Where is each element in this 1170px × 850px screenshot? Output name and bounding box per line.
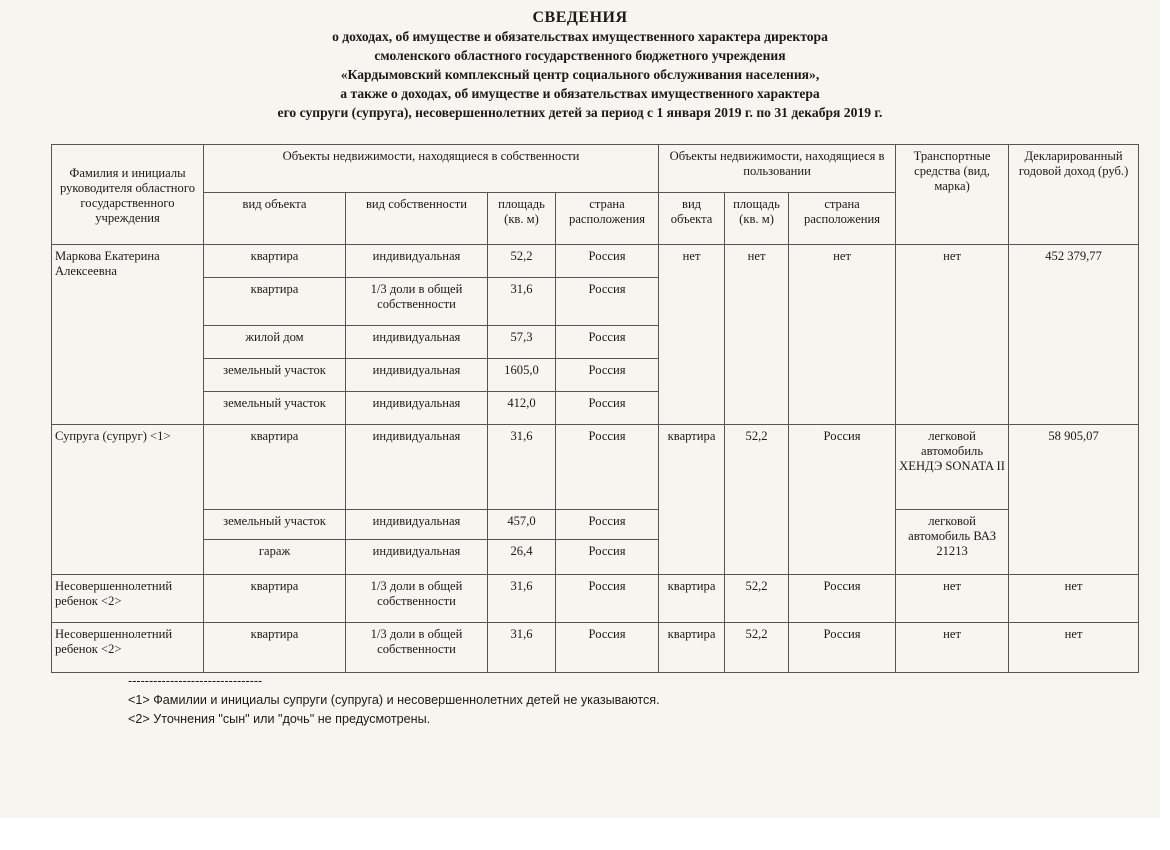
header-line: а также о доходах, об имуществе и обязательствах имущественного характера (340, 86, 820, 101)
table-row (52, 245, 1139, 278)
used-country-cell: Россия (789, 425, 896, 575)
person-name: Маркова Екатерина Алексеевна (52, 245, 204, 425)
owned-ownership-cell: 1/3 доли в общей собственности (346, 278, 488, 326)
income-cell: нет (1009, 623, 1139, 673)
used-type-cell: квартира (659, 623, 725, 673)
col-header-income: Декларированный годовой доход (руб.) (1009, 145, 1139, 245)
owned-area-cell: 457,0 (488, 510, 556, 540)
scan-margin-right (1160, 0, 1170, 850)
header-line: его супруги (супруга), несовершеннолетних детей за период с 1 января 2019 г. по 31 декабря 2019 г. (277, 105, 883, 120)
income-cell: 452 379,77 (1009, 245, 1139, 425)
owned-country-cell: Россия (556, 326, 659, 359)
owned-type-cell: жилой дом (204, 326, 346, 359)
used-area-cell: 52,2 (725, 575, 789, 623)
person-name: Супруга (супруг) <1> (52, 425, 204, 575)
person-name: Несовершеннолетний ребенок <2> (52, 575, 204, 623)
person-name: Несовершеннолетний ребенок <2> (52, 623, 204, 673)
owned-country-cell: Россия (556, 245, 659, 278)
owned-ownership-cell: 1/3 доли в общей собственности (346, 575, 488, 623)
table-row (52, 575, 1139, 623)
owned-ownership-cell: индивидуальная (346, 425, 488, 510)
col-header-used-area: площадь (кв. м) (725, 193, 789, 245)
owned-area-cell: 1605,0 (488, 359, 556, 392)
col-header-owned-group: Объекты недвижимости, находящиеся в собственности (204, 145, 659, 193)
scan-margin-bottom (0, 818, 1170, 850)
transport-cell: легковой автомобиль ХЕНДЭ SONATA II (896, 425, 1009, 510)
owned-ownership-cell: индивидуальная (346, 326, 488, 359)
document-title: СВЕДЕНИЯ (532, 9, 628, 26)
used-area-cell: нет (725, 245, 789, 425)
owned-type-cell: квартира (204, 575, 346, 623)
col-header-owned-type: вид объекта (204, 193, 346, 245)
used-area-cell: 52,2 (725, 425, 789, 575)
owned-type-cell: земельный участок (204, 510, 346, 540)
owned-country-cell: Россия (556, 278, 659, 326)
footnote-2: <2> Уточнения "сын" или "дочь" не предусмотрены. (128, 712, 431, 726)
used-country-cell: Россия (789, 623, 896, 673)
owned-ownership-cell: индивидуальная (346, 540, 488, 575)
owned-area-cell: 31,6 (488, 278, 556, 326)
used-type-cell: квартира (659, 425, 725, 575)
used-type-cell: квартира (659, 575, 725, 623)
document-header (0, 8, 1160, 122)
col-header-owned-ownership: вид собственности (346, 193, 488, 245)
owned-country-cell: Россия (556, 623, 659, 673)
owned-ownership-cell: индивидуальная (346, 359, 488, 392)
header-line: о доходах, об имуществе и обязательствах имущественного характера директора (332, 29, 828, 44)
owned-type-cell: квартира (204, 623, 346, 673)
owned-area-cell: 26,4 (488, 540, 556, 575)
owned-type-cell: земельный участок (204, 359, 346, 392)
col-header-used-country: страна расположения (789, 193, 896, 245)
income-cell: 58 905,07 (1009, 425, 1139, 575)
col-header-used-type: вид объекта (659, 193, 725, 245)
income-cell: нет (1009, 575, 1139, 623)
footnote-1: <1> Фамилии и инициалы супруги (супруга) и несовершеннолетних детей не указываются. (128, 693, 660, 707)
footnote-rule: -------------------------------- (128, 674, 263, 688)
owned-country-cell: Россия (556, 575, 659, 623)
owned-country-cell: Россия (556, 359, 659, 392)
owned-country-cell: Россия (556, 510, 659, 540)
col-header-transport: Транспортные средства (вид, марка) (896, 145, 1009, 245)
footnotes (128, 672, 660, 729)
owned-area-cell: 31,6 (488, 575, 556, 623)
owned-type-cell: земельный участок (204, 392, 346, 425)
table-body (52, 245, 1139, 673)
used-country-cell: Россия (789, 575, 896, 623)
table-row (52, 623, 1139, 673)
transport-cell: нет (896, 575, 1009, 623)
col-header-owned-area: площадь (кв. м) (488, 193, 556, 245)
owned-area-cell: 31,6 (488, 623, 556, 673)
owned-ownership-cell: индивидуальная (346, 245, 488, 278)
used-country-cell: нет (789, 245, 896, 425)
used-type-cell: нет (659, 245, 725, 425)
used-area-cell: 52,2 (725, 623, 789, 673)
declaration-table (51, 144, 1139, 673)
owned-area-cell: 412,0 (488, 392, 556, 425)
table-row (52, 425, 1139, 510)
owned-country-cell: Россия (556, 392, 659, 425)
owned-area-cell: 31,6 (488, 425, 556, 510)
header-line: «Кардымовский комплексный центр социального обслуживания населения», (340, 67, 820, 82)
transport-cell: легковой автомобиль ВАЗ 21213 (896, 510, 1009, 575)
table-header (52, 145, 1139, 245)
owned-type-cell: гараж (204, 540, 346, 575)
table-row (52, 510, 1139, 540)
owned-ownership-cell: индивидуальная (346, 392, 488, 425)
transport-cell: нет (896, 623, 1009, 673)
owned-ownership-cell: 1/3 доли в общей собственности (346, 623, 488, 673)
header-line: смоленского областного государственного бюджетного учреждения (374, 48, 786, 63)
owned-country-cell: Россия (556, 425, 659, 510)
owned-type-cell: квартира (204, 278, 346, 326)
col-header-name: Фамилия и инициалы руководителя областного государственного учреждения (52, 145, 204, 245)
owned-area-cell: 57,3 (488, 326, 556, 359)
owned-area-cell: 52,2 (488, 245, 556, 278)
owned-type-cell: квартира (204, 245, 346, 278)
col-header-owned-country: страна расположения (556, 193, 659, 245)
col-header-used-group: Объекты недвижимости, находящиеся в пользовании (659, 145, 896, 193)
transport-cell: нет (896, 245, 1009, 425)
owned-type-cell: квартира (204, 425, 346, 510)
owned-country-cell: Россия (556, 540, 659, 575)
owned-ownership-cell: индивидуальная (346, 510, 488, 540)
